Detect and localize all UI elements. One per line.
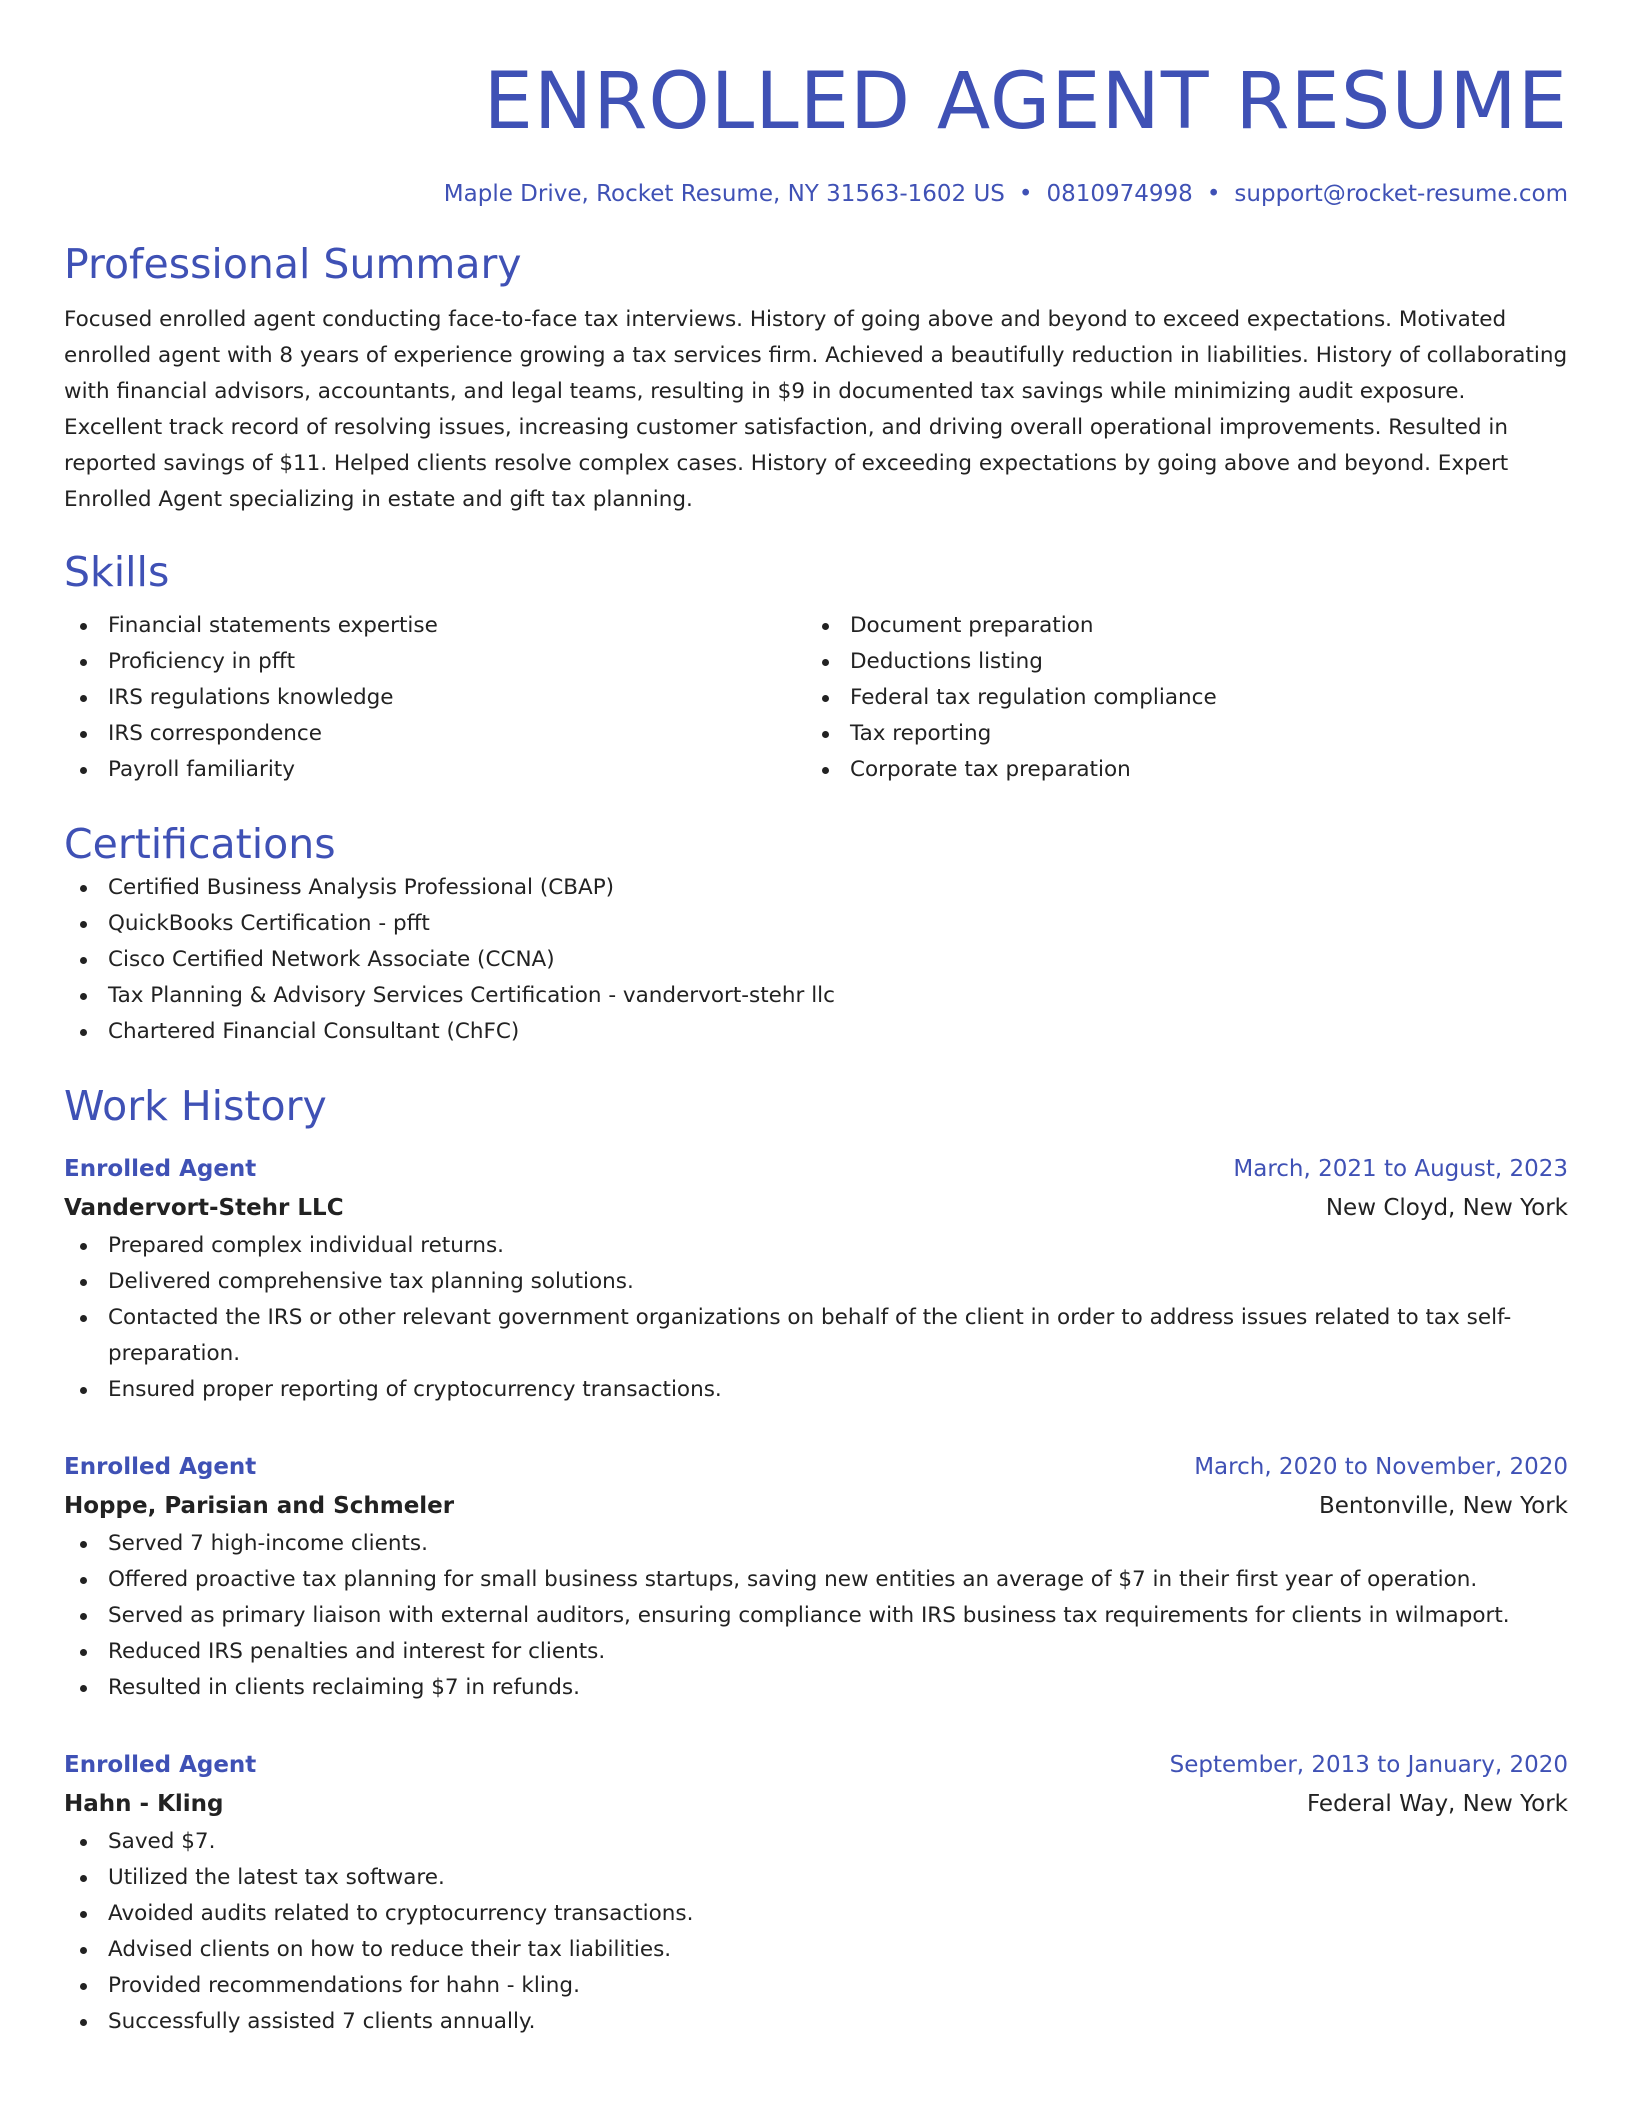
certification-item: Chartered Financial Consultant (ChFC) (64, 1014, 1568, 1050)
skill-item: Federal tax regulation compliance (806, 680, 1548, 716)
job-location: Federal Way, New York (1306, 1791, 1568, 1817)
job-title: Enrolled Agent (64, 1454, 257, 1480)
job-dates: March, 2020 to November, 2020 (1194, 1454, 1568, 1480)
job-company: Hahn - Kling (64, 1791, 224, 1817)
job-header-row (64, 1150, 1568, 1188)
job-bullet: Reduced IRS penalties and interest for clients. (64, 1634, 1568, 1670)
job-dates: September, 2013 to January, 2020 (1169, 1752, 1568, 1778)
certifications-list (64, 870, 1568, 1050)
job-bullet: Delivered comprehensive tax planning solutions. (64, 1264, 1568, 1300)
job-entry (64, 1150, 1568, 1408)
job-bullet: Prepared complex individual returns. (64, 1228, 1568, 1264)
certification-item: Tax Planning & Advisory Services Certification - vandervort-stehr llc (64, 978, 1568, 1014)
work-history-heading: Work History (64, 1082, 327, 1130)
job-bullet: Served 7 high-income clients. (64, 1526, 1568, 1562)
skill-item: Corporate tax preparation (806, 752, 1548, 788)
skills-heading: Skills (64, 548, 170, 596)
contact-separator: • (1018, 181, 1033, 207)
job-bullets (64, 1526, 1568, 1706)
job-company: Vandervort-Stehr LLC (64, 1195, 344, 1221)
certification-item: Certified Business Analysis Professional (CBAP) (64, 870, 1568, 906)
summary-text: Focused enrolled agent conducting face-to-face tax interviews. History of going above and beyond to exceed expectations. Motivated enrolled agent with 8 years of experience growing a tax services firm. Achieved a beautifully reduction in liabilities. History of collaborating with financial advisors, accountants, and legal teams, resulting in $9 in documented tax savings while minimizing audit exposure. Excellent track record of resolving issues, increasing customer satisfaction, and driving overall operational improvements. Resulted in reported savings of $11. Helped clients resolve complex cases. History of exceeding expectations by going above and beyond. Expert Enrolled Agent specializing in estate and gift tax planning. (64, 307, 1568, 512)
job-bullet: Resulted in clients reclaiming $7 in refunds. (64, 1670, 1568, 1706)
skills-columns (64, 608, 1568, 788)
contact-line (64, 178, 1568, 210)
job-entry (64, 1746, 1568, 2040)
job-company-row (64, 1188, 1568, 1228)
contact-address: Maple Drive, Rocket Resume, NY 31563-1602 US (443, 181, 1005, 207)
job-company-row (64, 1784, 1568, 1824)
contact-separator: • (1206, 181, 1221, 207)
skill-item: Proficiency in pfft (64, 644, 806, 680)
skill-item: IRS regulations knowledge (64, 680, 806, 716)
job-dates: March, 2021 to August, 2023 (1233, 1156, 1568, 1182)
job-bullet: Avoided audits related to cryptocurrency transactions. (64, 1896, 1568, 1932)
skills-left-list (64, 608, 806, 788)
skill-item: Document preparation (806, 608, 1548, 644)
certification-item: Cisco Certified Network Associate (CCNA) (64, 942, 1568, 978)
summary-heading: Professional Summary (64, 240, 522, 288)
job-title: Enrolled Agent (64, 1156, 257, 1182)
job-bullet: Offered proactive tax planning for small business startups, saving new entities an average of $7 in their first year of operation. (64, 1562, 1568, 1598)
skills-right-list (806, 608, 1548, 788)
skill-item: IRS correspondence (64, 716, 806, 752)
job-bullets (64, 1824, 1568, 2040)
job-company: Hoppe, Parisian and Schmeler (64, 1493, 455, 1519)
skill-item: Financial statements expertise (64, 608, 806, 644)
job-bullet: Served as primary liaison with external auditors, ensuring compliance with IRS business tax requirements for clients in wilmaport. (64, 1598, 1568, 1634)
certifications-heading: Certifications (64, 820, 336, 868)
skill-item: Deductions listing (806, 644, 1548, 680)
job-bullet: Utilized the latest tax software. (64, 1860, 1568, 1896)
job-location: New Cloyd, New York (1325, 1195, 1568, 1221)
job-bullet: Advised clients on how to reduce their tax liabilities. (64, 1932, 1568, 1968)
job-title: Enrolled Agent (64, 1752, 257, 1778)
job-company-row (64, 1486, 1568, 1526)
job-bullets (64, 1228, 1568, 1408)
job-header-row (64, 1746, 1568, 1784)
job-bullet: Provided recommendations for hahn - kling. (64, 1968, 1568, 2004)
skill-item: Tax reporting (806, 716, 1548, 752)
job-bullet: Contacted the IRS or other relevant government organizations on behalf of the client in order to address issues related to tax self-preparation. (64, 1300, 1568, 1372)
resume-title: ENROLLED AGENT RESUME (483, 57, 1568, 147)
contact-phone: 0810974998 (1046, 181, 1193, 207)
job-header-row (64, 1448, 1568, 1486)
job-bullet: Ensured proper reporting of cryptocurrency transactions. (64, 1372, 1568, 1408)
certification-item: QuickBooks Certification - pfft (64, 906, 1568, 942)
job-bullet: Successfully assisted 7 clients annually. (64, 2004, 1568, 2040)
job-bullet: Saved $7. (64, 1824, 1568, 1860)
skill-item: Payroll familiarity (64, 752, 806, 788)
job-entry (64, 1448, 1568, 1706)
contact-email[interactable]: support@rocket-resume.com (1234, 181, 1568, 207)
job-location: Bentonville, New York (1318, 1493, 1568, 1519)
